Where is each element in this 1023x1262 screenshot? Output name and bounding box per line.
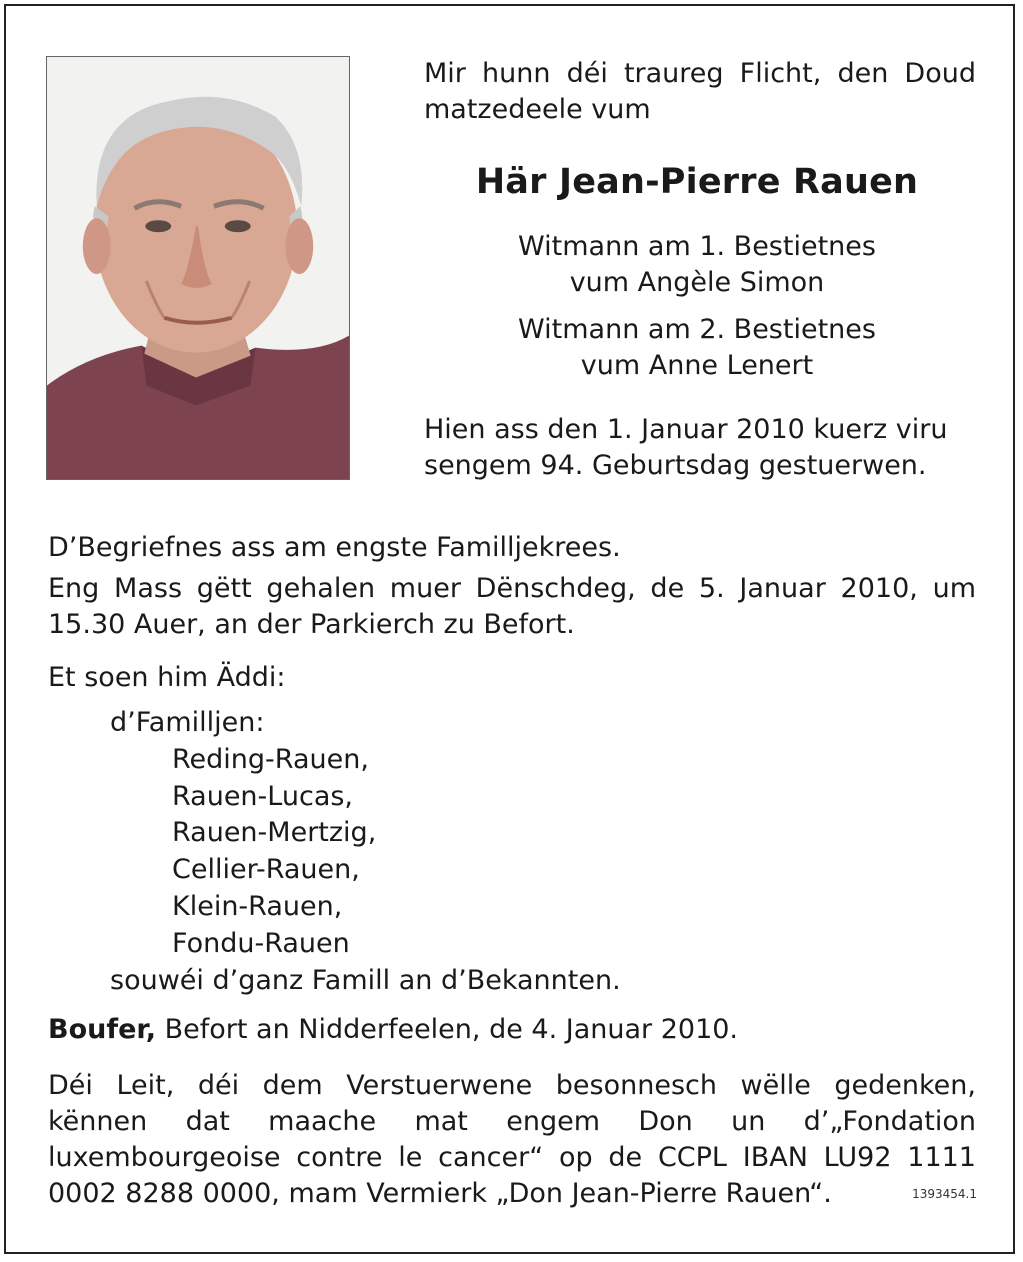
widower-second-marriage [424, 312, 970, 384]
family-list [172, 742, 376, 962]
farewell-intro: Et soen him Äddi: [48, 662, 286, 693]
widower-first-line2: vum Angèle Simon [569, 267, 825, 298]
death-notice: Hien ass den 1. Januar 2010 kuerz viru sengem 94. Geburtsdag gestuerwen. [424, 414, 948, 481]
donation-text: Déi Leit, déi dem Verstuerwene besonnesch wëlle gedenken, kënnen dat maache mat engem Don un d’„Fondation luxembourgeoise contre le cancer“ op de CCPL IBAN LU92 1111 0002 8288 0000, mam Vermierk „Don Jean-Pierre Rauen“. [48, 1070, 976, 1209]
family-item: Rauen-Lucas, [172, 780, 354, 812]
family-item: Rauen-Mertzig, [172, 817, 377, 849]
families-label: d’Familljen: [110, 707, 265, 738]
family-item: Klein-Rauen, [172, 890, 343, 922]
family-item: Fondu-Rauen [172, 927, 350, 959]
family-item: Cellier-Rauen, [172, 854, 360, 886]
mass-text: Eng Mass gëtt gehalen muer Dënschdeg, de 5. Januar 2010, um 15.30 Auer, an der Parkierch zu Befort. [48, 573, 976, 640]
also-acquaintances: souwéi d’ganz Famill an d’Bekannten. [110, 965, 621, 996]
reference-number: 1393454.1 [912, 1187, 977, 1201]
place-rest: Befort an Nidderfeelen, de 4. Januar 2010. [156, 1014, 739, 1045]
deceased-name: Här Jean-Pierre Rauen [475, 162, 919, 202]
widower-second-line2: vum Anne Lenert [580, 350, 814, 381]
private-burial-text: D’Begriefnes ass am engste Familljekrees. [48, 532, 621, 563]
widower-second-line1: Witmann am 2. Bestietnes [518, 314, 876, 345]
intro-text: Mir hunn déi traureg Flicht, den Doud matzedeele vum [424, 58, 976, 125]
portrait-photo [46, 56, 350, 480]
widower-first-marriage [424, 229, 970, 301]
widower-first-line1: Witmann am 1. Bestietnes [518, 231, 876, 262]
place-date-line [48, 1012, 976, 1048]
portrait-illustration [47, 57, 349, 479]
family-item: Reding-Rauen, [172, 744, 369, 775]
place-bold: Boufer, [48, 1014, 157, 1045]
